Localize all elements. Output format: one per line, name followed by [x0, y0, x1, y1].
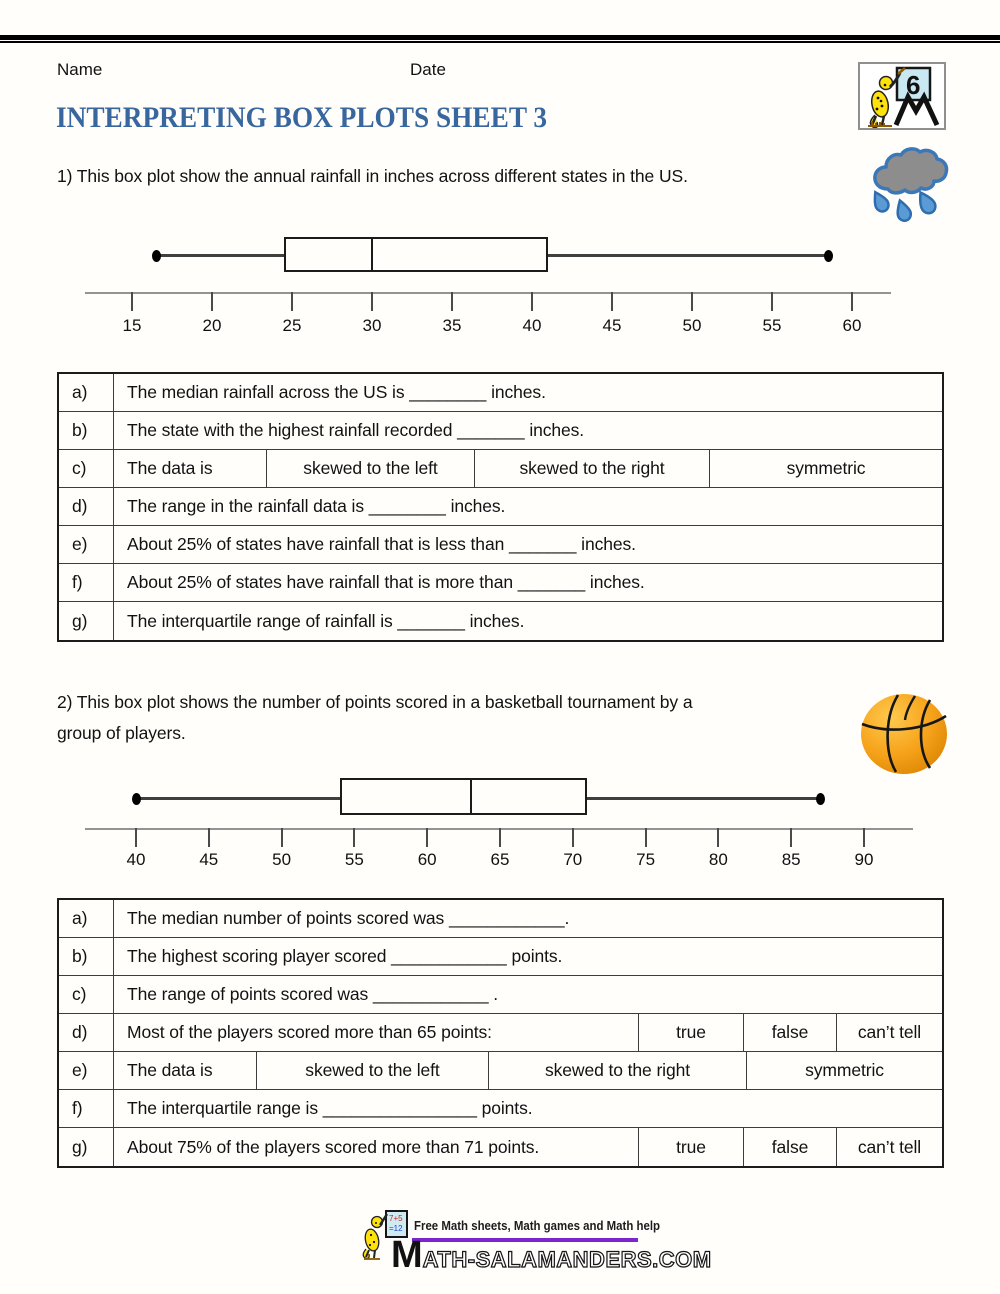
row-letter: b) — [59, 938, 114, 975]
axis-tick — [691, 292, 693, 311]
row-letter: c) — [59, 976, 114, 1013]
axis-tick — [426, 828, 428, 847]
iqr-box — [284, 237, 548, 272]
svg-text:6: 6 — [906, 70, 921, 100]
axis-tick-label: 40 — [126, 850, 146, 869]
row-letter: a) — [59, 374, 114, 411]
axis-tick — [790, 828, 792, 847]
table-row — [59, 526, 942, 564]
row-letter: c) — [59, 450, 114, 487]
row-letter: g) — [59, 1128, 114, 1166]
table-row — [59, 900, 942, 938]
axis-tick-label: 65 — [490, 850, 510, 869]
axis-tick — [531, 292, 533, 311]
option-cell-false: false — [744, 1014, 837, 1051]
top-rule — [0, 35, 1000, 43]
footer-brand — [391, 1236, 712, 1274]
table-row — [59, 1090, 942, 1128]
boxplot-basketball — [0, 766, 1000, 878]
axis-tick-label: 60 — [842, 316, 862, 335]
row-letter: f) — [59, 1090, 114, 1127]
axis-tick-label: 55 — [762, 316, 782, 335]
footer-brand-initial: M — [391, 1234, 423, 1276]
table-row — [59, 564, 942, 602]
max-dot — [816, 793, 825, 805]
row-text: The interquartile range is ________________ points. — [127, 1098, 533, 1118]
row-text: The range of points scored was ____________ . — [127, 984, 499, 1004]
option-cell-cant-tell: can’t tell — [857, 1136, 922, 1157]
option-cell-cant-tell: can’t tell — [857, 1022, 922, 1042]
max-dot — [824, 250, 833, 262]
axis-tick — [863, 828, 865, 847]
row-text: The highest scoring player scored ____________ points. — [127, 946, 563, 966]
min-dot — [132, 793, 141, 805]
table-row — [59, 1014, 942, 1052]
row-text: Most of the players scored more than 65 points: — [114, 1014, 639, 1051]
axis-tick-label: 30 — [362, 316, 382, 335]
row-letter: b) — [59, 412, 114, 449]
row-letter: d) — [59, 488, 114, 525]
row-letter: e) — [59, 526, 114, 563]
table-row — [59, 602, 942, 640]
footer-brand-rest: ATH-SALAMANDERS.COM — [422, 1247, 712, 1272]
row-text: The range in the rainfall data is ________ inches. — [127, 496, 506, 516]
axis-tick-label: 40 — [522, 316, 542, 335]
table-row — [59, 374, 942, 412]
table-row — [59, 488, 942, 526]
row-letter: g) — [59, 602, 114, 640]
row-text: About 25% of states have rainfall that is more than _______ inches. — [127, 572, 645, 592]
axis-tick-label: 50 — [682, 316, 702, 335]
axis-tick — [281, 828, 283, 847]
option-cell: skewed to the right — [489, 1052, 747, 1089]
median-line — [470, 780, 472, 813]
row-text: About 75% of the players scored more than 71 points. — [114, 1128, 639, 1166]
axis-tick — [131, 292, 133, 311]
iqr-box — [340, 778, 588, 815]
svg-text:7+5: 7+5 — [389, 1214, 403, 1223]
option-cell: skewed to the right — [475, 450, 710, 487]
question-1-text: 1) This box plot show the annual rainfall in inches across different states in the US. — [57, 166, 688, 186]
axis-tick-label: 15 — [122, 316, 142, 335]
axis-tick-label: 60 — [417, 850, 437, 869]
axis-tick — [611, 292, 613, 311]
axis-tick-label: 25 — [282, 316, 302, 335]
question-2-text-line2: group of players. — [57, 723, 186, 743]
row-letter: f) — [59, 564, 114, 601]
axis-tick-label: 85 — [781, 850, 801, 869]
table-row — [59, 450, 942, 488]
row-text: The data is — [114, 450, 267, 487]
date-field-label: Date — [410, 60, 446, 79]
axis-tick-label: 45 — [199, 850, 219, 869]
salamander-easel-icon — [860, 64, 944, 128]
answer-table-1 — [57, 372, 944, 642]
option-cell: symmetric — [805, 1060, 884, 1080]
name-field-label: Name — [57, 60, 103, 79]
axis-tick-label: 50 — [272, 850, 292, 869]
axis-tick-label: 70 — [563, 850, 583, 869]
option-cell: symmetric — [786, 458, 866, 478]
svg-text:=12: =12 — [389, 1224, 403, 1233]
axis-tick-label: 80 — [708, 850, 728, 869]
footer-tagline: Free Math sheets, Math games and Math help — [414, 1218, 661, 1233]
page-title: INTERPRETING BOX PLOTS SHEET 3 — [56, 101, 548, 134]
table-row — [59, 938, 942, 976]
row-letter: a) — [59, 900, 114, 937]
axis-tick — [291, 292, 293, 311]
axis-tick-label: 20 — [202, 316, 222, 335]
option-cell-false: false — [744, 1128, 837, 1166]
grade-badge — [858, 62, 946, 130]
option-cell: skewed to the left — [267, 450, 475, 487]
axis-tick — [353, 828, 355, 847]
row-text: The median number of points scored was ____________. — [127, 908, 570, 928]
table-row — [59, 976, 942, 1014]
row-text: About 25% of states have rainfall that is less than _______ inches. — [127, 534, 636, 554]
row-letter: d) — [59, 1014, 114, 1051]
axis-tick — [211, 292, 213, 311]
option-cell: skewed to the left — [257, 1052, 489, 1089]
row-text: The interquartile range of rainfall is _______ inches. — [127, 610, 525, 631]
axis-tick — [771, 292, 773, 311]
axis-tick — [451, 292, 453, 311]
axis-tick — [499, 828, 501, 847]
option-cell-true: true — [639, 1128, 744, 1166]
answer-table-2 — [57, 898, 944, 1168]
min-dot — [152, 250, 161, 262]
axis-tick — [851, 292, 853, 311]
axis-tick — [208, 828, 210, 847]
boxplot-rainfall — [0, 230, 1000, 342]
axis-tick — [645, 828, 647, 847]
axis-tick-label: 75 — [636, 850, 656, 869]
axis-tick-label: 45 — [602, 316, 622, 335]
axis-tick — [371, 292, 373, 311]
row-text: The data is — [114, 1052, 257, 1089]
axis-tick — [572, 828, 574, 847]
table-row — [59, 1052, 942, 1090]
axis-tick — [717, 828, 719, 847]
question-2-text-line1: 2) This box plot shows the number of points scored in a basketball tournament by a — [57, 692, 693, 712]
row-text: The median rainfall across the US is ________ inches. — [127, 382, 546, 402]
option-cell-true: true — [639, 1014, 744, 1051]
axis-tick-label: 55 — [344, 850, 364, 869]
row-letter: e) — [59, 1052, 114, 1089]
axis-tick-label: 35 — [442, 316, 462, 335]
rain-cloud-icon — [866, 144, 952, 227]
table-row — [59, 412, 942, 450]
table-row — [59, 1128, 942, 1166]
median-line — [371, 239, 373, 270]
axis-tick — [135, 828, 137, 847]
row-text: The state with the highest rainfall recorded _______ inches. — [127, 420, 585, 440]
axis-tick-label: 90 — [854, 850, 874, 869]
